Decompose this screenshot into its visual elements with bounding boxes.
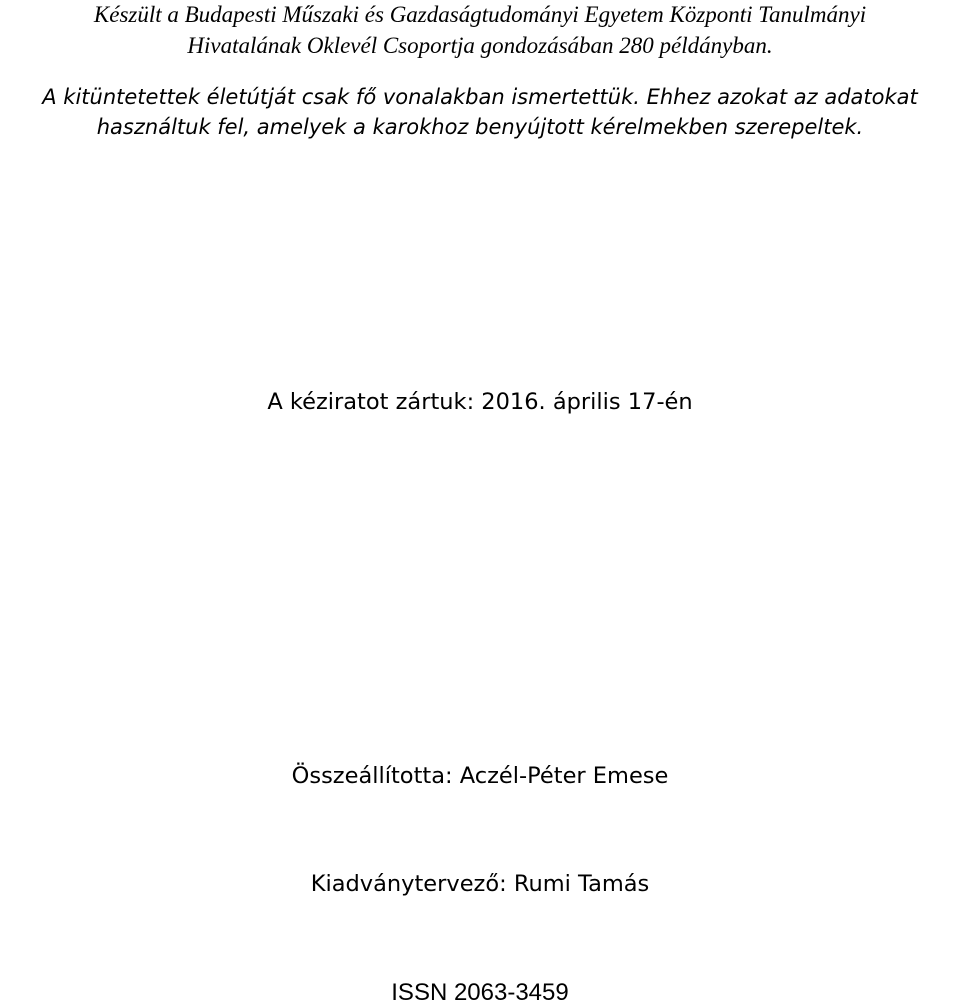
issn-number: ISSN 2063-3459 [391,979,569,1006]
note-line-2: használtuk fel, amelyek a karokhoz benyújtott kérelmekben szerepeltek. [96,115,864,139]
designer: Kiadványtervező: Rumi Tamás [310,871,650,897]
print-info-line-1: Készült a Budapesti Műszaki és Gazdaságtudományi Egyetem Központi Tanulmányi [93,2,867,27]
compiled-by: Összeállította: Aczél-Péter Emese [291,763,669,789]
print-info-line-2: Hivatalának Oklevél Csoportja gondozásában 280 példányban. [187,33,773,58]
manuscript-closing-date: A kéziratot zártuk: 2016. április 17-én [267,389,693,415]
note-line-1: A kitüntetettek életútját csak fő vonalakban ismertettük. Ehhez azokat az adatokat [42,85,918,109]
